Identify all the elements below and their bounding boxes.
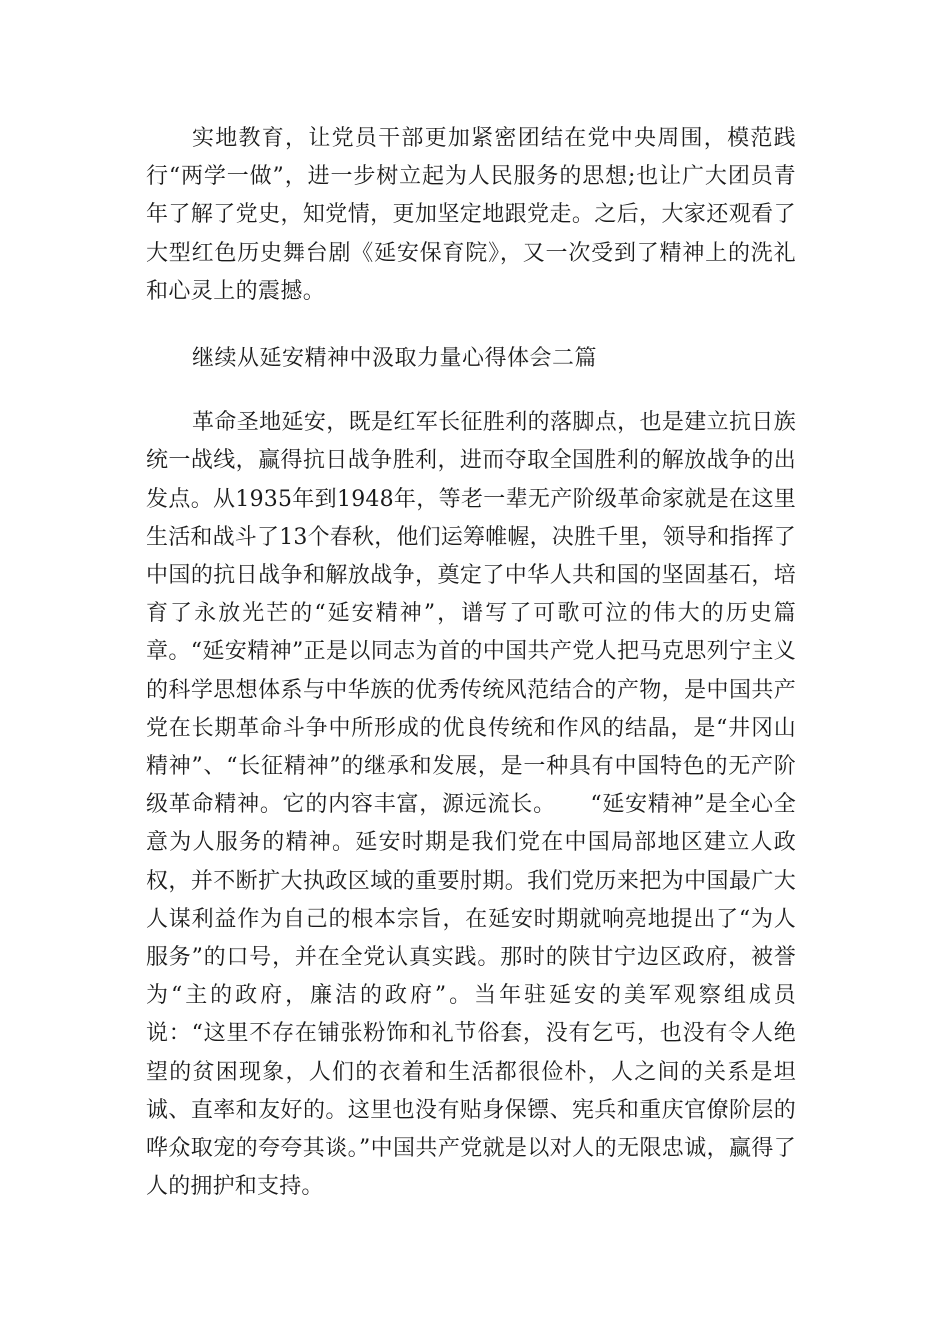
paragraph-main: 革命圣地延安，既是红军长征胜利的落脚点，也是建立抗日族统一战线，赢得抗日战争胜利，进而夺取全国胜利的解放战争的出发点。从1935年到1948年，等老一辈无产阶级革命家就是在这里生活和战斗了13个春秋，他们运筹帷幄，决胜千里，领导和指挥了中国的抗日战争和解放战争，奠定了中华人共和国的坚固基石，培育了永放光芒的“延安精神”，谱写了可歌可泣的伟大的历史篇章。“延安精神”正是以同志为首的中国共产党人把马克思列宁主义的科学思想体系与中华族的优秀传统风范结合的产物，是中国共产党在长期革命斗争中所形成的优良传统和作风的结晶，是“井冈山精神”、“长征精神”的继承和发展，是一种具有中国特色的无产阶级革命精神。它的内容丰富，源远流长。 “延安精神”是全心全意为人服务的精神。延安时期是我们党在中国局部地区建立人政权，并不断扩大执政区域的重要肘期。我们党历来把为中国最广大人谋利益作为自己的根本宗旨，在延安时期就响亮地提出了“为人服务”的口号，并在全党认真实践。那时的陕甘宁边区政府，被誉为“主的政府，廉洁的政府”。当年驻延安的美军观察组成员说：“这里不存在铺张粉饰和礼节俗套，没有乞丐，也没有令人绝望的贫困现象，人们的衣着和生活都很俭朴，人之间的关系是坦诚、直率和友好的。这里也没有贴身保镖、宪兵和重庆官僚阶层的哗众取宠的夸夸其谈。”中国共产党就是以对人的无限忠诚，赢得了人的拥护和支持。 (146, 410, 796, 1200)
document-body (146, 120, 796, 1206)
paragraph-continued: 实地教育，让党员干部更加紧密团结在党中央周围，模范践行“两学一做”，进一步树立起为人民服务的思想;也让广大团员青年了解了党史，知党情，更加坚定地跟党走。之后，大家还观看了大型红色历史舞台剧《延安保育院》，又一次受到了精神上的洗礼和心灵上的震撼。 (146, 126, 796, 304)
section-heading: 继续从延安精神中汲取力量心得体会二篇 (192, 346, 598, 372)
